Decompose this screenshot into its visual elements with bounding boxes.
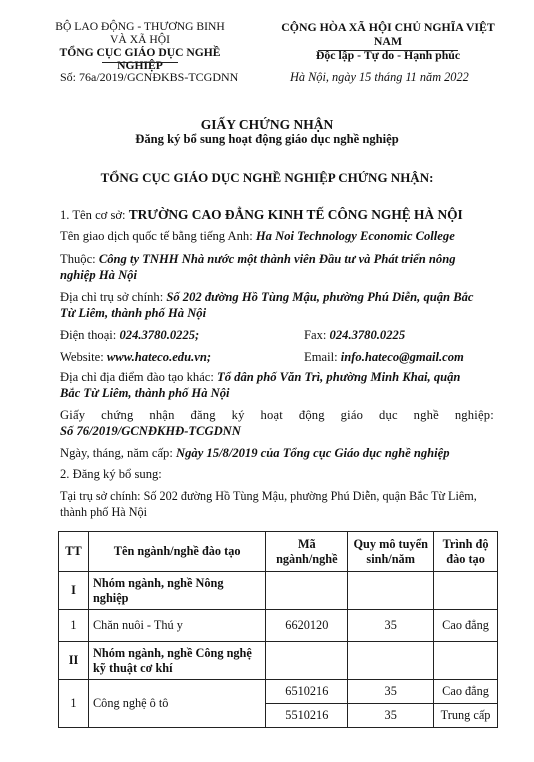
issue-date-label: Ngày, tháng, năm cấp: [60, 446, 176, 460]
row2-quota-b: 35 [348, 704, 434, 728]
certificate-label: Giấy chứng nhận đăng ký hoạt động giáo dục nghề nghiệp: [60, 408, 494, 422]
international-name-label: Tên giao dịch quốc tế bằng tiếng Anh: [60, 229, 256, 243]
document-title: GIẤY CHỨNG NHẬN [200, 117, 334, 132]
email-label: Email: [304, 350, 341, 364]
institution-name-line [60, 207, 463, 223]
header-level: Trình độ đào tạo [434, 532, 498, 572]
document-number: Số: 76a/2019/GCNĐKBS-TCGDNN [60, 70, 239, 84]
owner-line-1 [60, 252, 456, 267]
international-name-line [60, 229, 455, 244]
other-location-line-1 [60, 370, 460, 385]
table-header-row [59, 532, 498, 572]
phone-line [60, 328, 199, 343]
institution-name-value: TRƯỜNG CAO ĐẲNG KINH TẾ CÔNG NGHỆ HÀ NỘI [128, 207, 463, 222]
table-row [59, 572, 498, 610]
ministry-block [40, 20, 240, 72]
phone-label: Điện thoại: [60, 328, 120, 342]
website-label: Website: [60, 350, 107, 364]
section2-heading: 2. Đăng ký bổ sung: [60, 467, 162, 481]
fax-value: 024.3780.0225 [329, 328, 406, 342]
group1-tt: I [59, 572, 89, 610]
website-value: www.hateco.edu.vn; [106, 350, 212, 364]
row1-level: Cao đẳng [434, 610, 498, 642]
row2-tt: 1 [59, 680, 89, 728]
issue-date-value: Ngày 15/8/2019 của Tổng cục Giáo dục nghề nghiệp [176, 446, 450, 460]
certify-heading: TỔNG CỤC GIÁO DỤC NGHỀ NGHIỆP CHỨNG NHẬN: [100, 170, 434, 185]
country-name: CỘNG HÒA XÃ HỘI CHỦ NGHĨA VIỆT NAM [281, 20, 495, 48]
training-table [58, 531, 498, 728]
document-subtitle: Đăng ký bổ sung hoạt động giáo dục nghề nghiệp [135, 132, 399, 146]
table-row [59, 642, 498, 680]
header-code: Mã ngành/nghề [266, 532, 348, 572]
place-and-date: Hà Nội, ngày 15 tháng 11 năm 2022 [290, 70, 469, 84]
owner-label: Thuộc: [60, 252, 99, 266]
owner-value-1: Công ty TNHH Nhà nước một thành viên Đầu tư và Phát triển nông [98, 252, 456, 266]
row2-code-b: 5510216 [266, 704, 348, 728]
issue-date-line [60, 446, 450, 461]
group1-name: Nhóm ngành, nghề Nông nghiệp [88, 572, 265, 610]
address-line-1 [60, 290, 474, 305]
group2-tt: II [59, 642, 89, 680]
row2-code-a: 6510216 [266, 680, 348, 704]
header-quota: Quy mô tuyển sinh/năm [348, 532, 434, 572]
row2-quota-a: 35 [348, 680, 434, 704]
owner-value-2: nghiệp Hà Nội [60, 268, 137, 282]
row1-tt: 1 [59, 610, 89, 642]
address-value-2: Từ Liêm, thành phố Hà Nội [60, 306, 207, 320]
address-value-1: Số 202 đường Hồ Tùng Mậu, phường Phú Diễn, quận Bắc [166, 290, 474, 304]
row2-level-a: Cao đẳng [434, 680, 498, 704]
national-motto: Độc lập - Tự do - Hạnh phúc [315, 48, 461, 62]
email-value: info.hateco@gmail.com [340, 350, 464, 364]
international-name-value: Ha Noi Technology Economic College [255, 229, 455, 243]
row2-name: Công nghệ ô tô [88, 680, 265, 728]
website-line [60, 350, 211, 365]
ministry-name-line2: VÀ XÃ HỘI [110, 33, 170, 46]
other-location-label: Địa chỉ địa điểm đào tạo khác: [60, 370, 218, 384]
email-line [304, 350, 464, 365]
table-row [59, 680, 498, 704]
institution-name-label: 1. Tên cơ sở: [60, 208, 129, 222]
table-row [59, 610, 498, 642]
row1-code: 6620120 [266, 610, 348, 642]
other-location-value-1: Tổ dân phố Văn Trì, phường Minh Khai, quận [217, 370, 461, 384]
motto-underline [318, 50, 458, 51]
phone-value: 024.3780.0225; [119, 328, 200, 342]
certificate-number: Số 76/2019/GCNĐKHĐ-TCGDNN [60, 424, 241, 438]
fax-label: Fax: [304, 328, 330, 342]
fax-line [304, 328, 405, 343]
row1-quota: 35 [348, 610, 434, 642]
department-name: TỔNG CỤC GIÁO DỤC NGHỀ NGHIỆP [59, 46, 221, 72]
row2-level-b: Trung cấp [434, 704, 498, 728]
ministry-name-line1: BỘ LAO ĐỘNG - THƯƠNG BINH [55, 20, 225, 33]
header-tt: TT [59, 532, 89, 572]
header-left-underline [102, 62, 178, 63]
address-label: Địa chỉ trụ sở chính: [60, 290, 167, 304]
header-name: Tên ngành/nghề đào tạo [88, 532, 265, 572]
registration-location-2: thành phố Hà Nội [60, 505, 147, 519]
registration-location-1: Tại trụ sở chính: Số 202 đường Hồ Tùng Mậu, phường Phú Diễn, quận Bắc Từ Liêm, [60, 489, 477, 503]
row1-name: Chăn nuôi - Thú y [88, 610, 265, 642]
other-location-value-2: Bắc Từ Liêm, thành phố Hà Nội [60, 386, 230, 400]
national-block [266, 20, 510, 62]
group2-name: Nhóm ngành, nghề Công nghệ kỹ thuật cơ khí [88, 642, 265, 680]
